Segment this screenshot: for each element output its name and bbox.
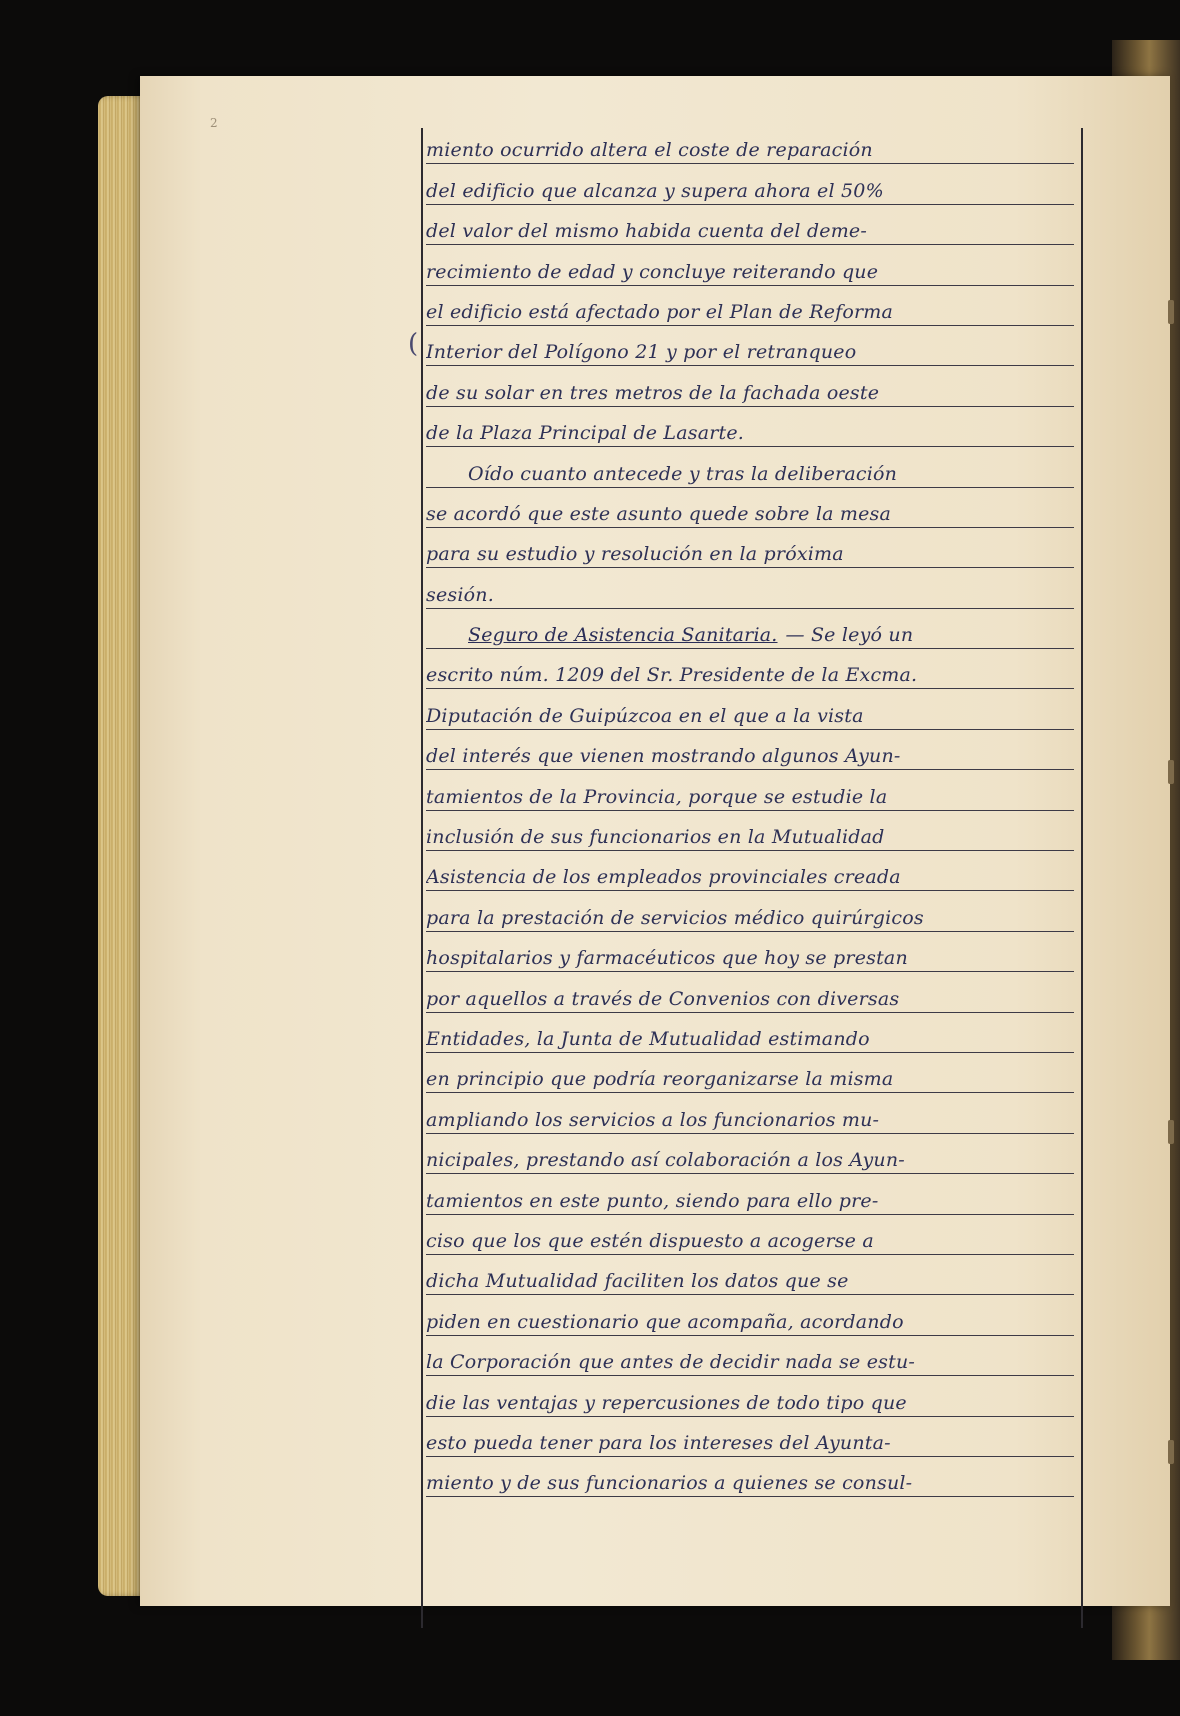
text-line: hospitalarios y farmacéuticos que hoy se prestan: [426, 932, 1074, 972]
text-line: el edificio está afectado por el Plan de Reforma: [426, 286, 1074, 326]
page-corner-mark: 2: [210, 116, 218, 130]
section-heading: Seguro de Asistencia Sanitaria.: [468, 624, 778, 647]
text-line: dicha Mutualidad faciliten los datos que se: [426, 1255, 1074, 1295]
text-line: Asistencia de los empleados provinciales creada: [426, 851, 1074, 891]
binding-stitch: [1168, 1440, 1174, 1464]
text-line: tamientos en este punto, siendo para ello pre-: [426, 1174, 1074, 1214]
text-line: miento y de sus funcionarios a quienes se consul-: [426, 1457, 1074, 1497]
text-line: miento ocurrido altera el coste de reparación: [426, 124, 1074, 164]
binding-stitch: [1168, 760, 1174, 784]
text-line: ciso que los que estén dispuesto a acogerse a: [426, 1215, 1074, 1255]
text-line: tamientos de la Provincia, porque se estudie la: [426, 770, 1074, 810]
text-line: Diputación de Guipúzcoa en el que a la vista: [426, 689, 1074, 729]
binding-stitch: [1168, 300, 1174, 324]
heading-continuation: — Se leyó un: [785, 624, 914, 647]
text-line: ampliando los servicios a los funcionarios mu-: [426, 1093, 1074, 1133]
text-line: piden en cuestionario que acompaña, acordando: [426, 1295, 1074, 1335]
text-line: inclusión de sus funcionarios en la Mutualidad: [426, 811, 1074, 851]
text-line: sesión.: [426, 568, 1074, 608]
text-line: del valor del mismo habida cuenta del deme-: [426, 205, 1074, 245]
handwritten-text-block: [426, 124, 1074, 1497]
right-margin-rule: [1081, 128, 1083, 1628]
text-line: del edificio que alcanza y supera ahora el 50%: [426, 164, 1074, 204]
text-line: para su estudio y resolución en la próxima: [426, 528, 1074, 568]
text-line: die las ventajas y repercusiones de todo tipo que: [426, 1376, 1074, 1416]
ledger-page: [140, 76, 1170, 1606]
left-margin-rule: [421, 128, 423, 1628]
text-line: Entidades, la Junta de Mutualidad estimando: [426, 1013, 1074, 1053]
text-line: de la Plaza Principal de Lasarte.: [426, 407, 1074, 447]
text-line: se acordó que este asunto quede sobre la mesa: [426, 488, 1074, 528]
margin-bracket-mark: (: [408, 329, 419, 359]
text-line: Oído cuanto antecede y tras la deliberación: [426, 447, 1074, 487]
text-line: Interior del Polígono 21 y por el retranqueo: [426, 326, 1074, 366]
text-line: de su solar en tres metros de la fachada oeste: [426, 366, 1074, 406]
text-line: esto pueda tener para los intereses del Ayunta-: [426, 1417, 1074, 1457]
text-line: recimiento de edad y concluye reiterando que: [426, 245, 1074, 285]
text-line: la Corporación que antes de decidir nada se estu-: [426, 1336, 1074, 1376]
text-line: del interés que vienen mostrando algunos Ayun-: [426, 730, 1074, 770]
binding-stitch: [1168, 1120, 1174, 1144]
text-line: en principio que podría reorganizarse la misma: [426, 1053, 1074, 1093]
text-line: nicipales, prestando así colaboración a los Ayun-: [426, 1134, 1074, 1174]
section-heading-line: [426, 609, 1074, 649]
text-line: escrito núm. 1209 del Sr. Presidente de la Excma.: [426, 649, 1074, 689]
text-line: por aquellos a través de Convenios con diversas: [426, 972, 1074, 1012]
text-line: para la prestación de servicios médico quirúrgicos: [426, 891, 1074, 931]
